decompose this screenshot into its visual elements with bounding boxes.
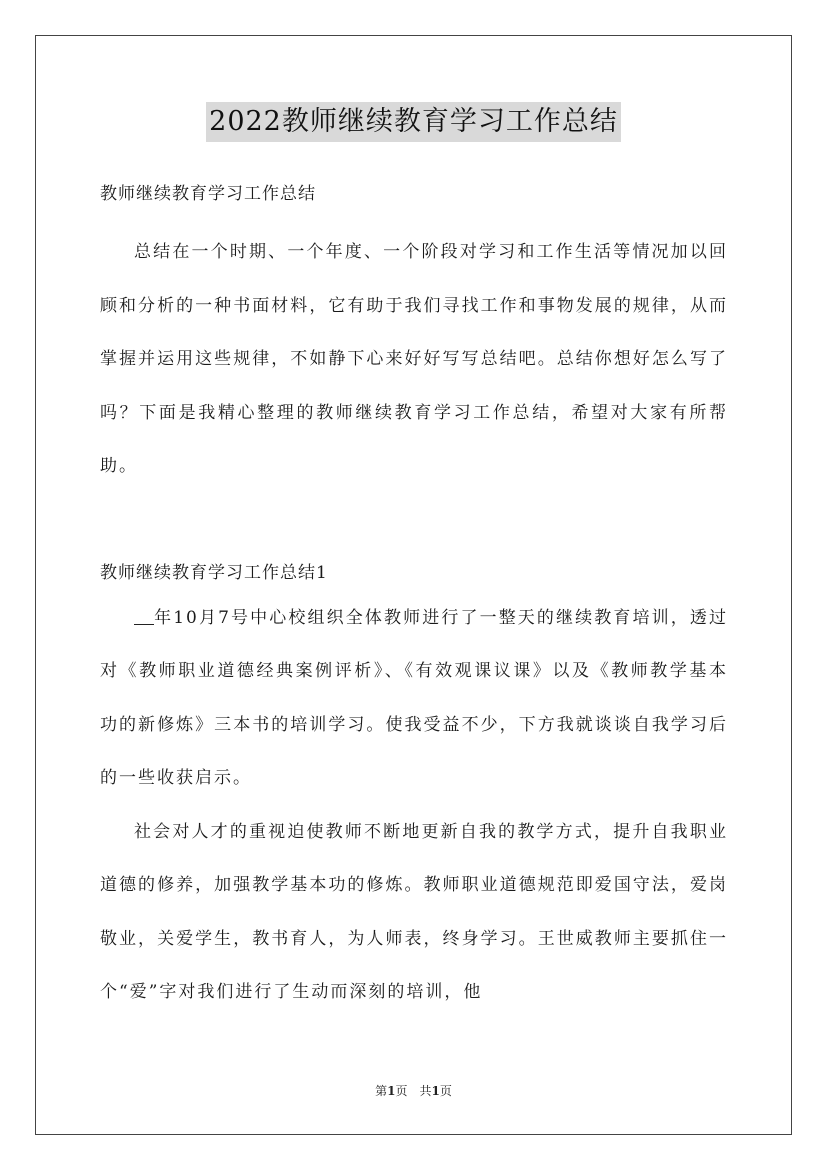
title-area bbox=[0, 102, 827, 142]
footer-page-prefix: 第 bbox=[375, 1084, 388, 1098]
section-paragraph-text: 年10月7号中心校组织全体教师进行了一整天的继续教育培训，透过对《教师职业道德经典案例评析》、《有效观课议课》以及《教师教学基本功的新修炼》三本书的培训学习。使我受益不少，下方我就谈谈自我学习后的一些收获启示。 bbox=[100, 607, 728, 788]
section-paragraph bbox=[100, 592, 728, 806]
section-paragraph: 社会对人才的重视迫使教师不断地更新自我的教学方式，提升自我职业道德的修养，加强教学基本功的修炼。教师职业道德规范即爱国守法，爱岗敬业，关爱学生，教书育人，为人师表，终身学习。王世威教师主要抓住一个“爱”字对我们进行了生动而深刻的培训，他 bbox=[100, 821, 728, 1002]
section-heading: 教师继续教育学习工作总结1 bbox=[100, 562, 328, 583]
document-title: 2022教师继续教育学习工作总结 bbox=[206, 102, 621, 142]
document-subtitle: 教师继续教育学习工作总结 bbox=[100, 184, 316, 204]
footer-page-suffix: 页 bbox=[439, 1084, 452, 1098]
footer-page-mid: 页 共 bbox=[395, 1084, 432, 1098]
footer-page-number: 1 bbox=[387, 1084, 396, 1098]
intro-paragraph: 总结在一个时期、一个年度、一个阶段对学习和工作生活等情况加以回顾和分析的一种书面材料，它有助于我们寻找工作和事物发展的规律，从而掌握并运用这些规律，不如静下心来好好写写总结吧。总结你想好怎么写了吗？下面是我精心整理的教师继续教育学习工作总结，希望对大家有所帮助。 bbox=[100, 242, 728, 476]
fill-in-blank bbox=[134, 607, 154, 625]
document-body bbox=[100, 175, 728, 1020]
page-footer bbox=[0, 1083, 827, 1099]
footer-page-total: 1 bbox=[431, 1084, 440, 1098]
